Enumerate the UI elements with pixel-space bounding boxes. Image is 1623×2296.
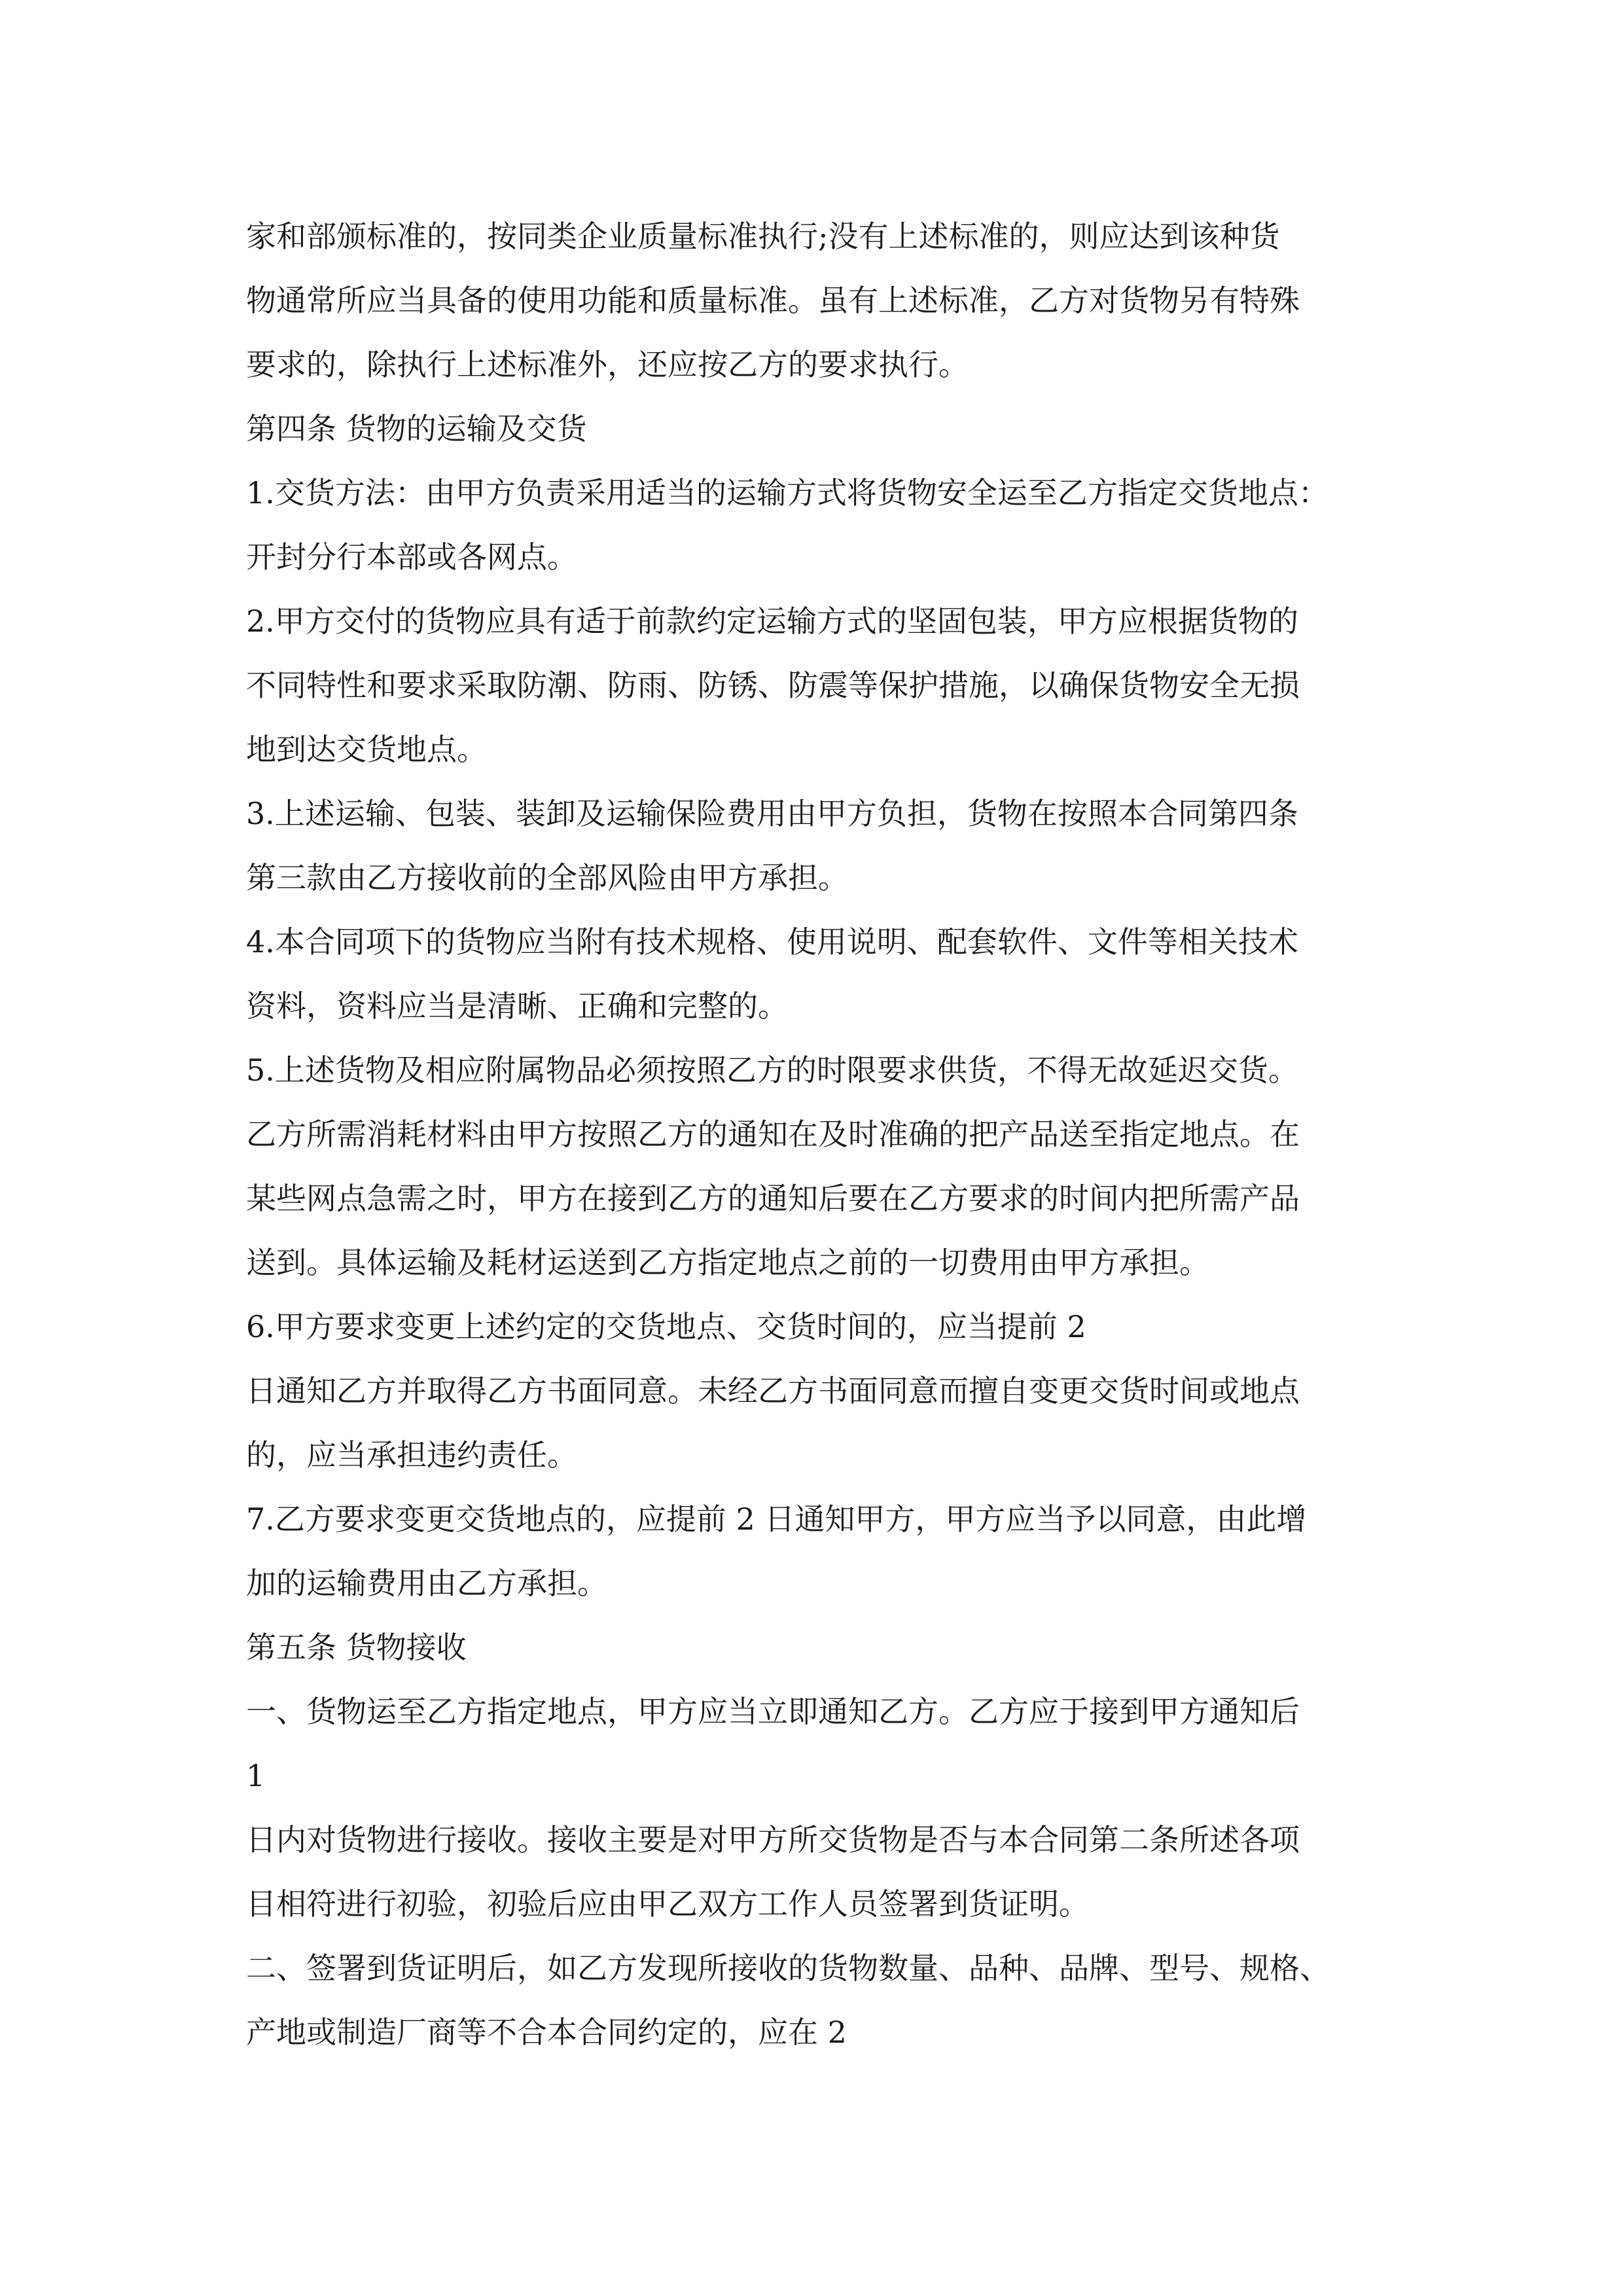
text-line: 乙方所需消耗材料由甲方按照乙方的通知在及时准确的把产品送至指定地点。在 bbox=[246, 1117, 1300, 1152]
text-line: 二、签署到货证明后，如乙方发现所接收的货物数量、品种、品牌、型号、规格、 bbox=[246, 1950, 1330, 1986]
text-line: 4.本合同项下的货物应当附有技术规格、使用说明、配套软件、文件等相关技术 bbox=[246, 924, 1298, 960]
contract-text-body bbox=[246, 204, 1398, 2064]
text-line: 地到达交货地点。 bbox=[246, 732, 487, 767]
text-line: 3.上述运输、包装、装卸及运输保险费用由甲方负担，货物在按照本合同第四条 bbox=[246, 796, 1298, 831]
text-line: 送到。具体运输及耗材运送到乙方指定地点之前的一切费用由甲方承担。 bbox=[246, 1245, 1209, 1280]
text-line: 要求的，除执行上述标准外，还应按乙方的要求执行。 bbox=[246, 347, 969, 382]
text-line: 第五条 货物接收 bbox=[246, 1630, 467, 1665]
text-line: 1 bbox=[246, 1758, 266, 1793]
text-line: 日内对货物进行接收。接收主要是对甲方所交货物是否与本合同第二条所述各项 bbox=[246, 1822, 1300, 1857]
text-line: 第四条 货物的运输及交货 bbox=[246, 411, 587, 446]
text-line: 2.甲方交付的货物应具有适于前款约定运输方式的坚固包装，甲方应根据货物的 bbox=[246, 603, 1298, 639]
text-line: 6.甲方要求变更上述约定的交货地点、交货时间的，应当提前 2 bbox=[246, 1309, 1086, 1344]
text-line: 开封分行本部或各网点。 bbox=[246, 539, 577, 575]
text-line: 物通常所应当具备的使用功能和质量标准。虽有上述标准，乙方对货物另有特殊 bbox=[246, 283, 1300, 318]
text-line: 第三款由乙方接收前的全部风险由甲方承担。 bbox=[246, 860, 848, 895]
text-line: 一、货物运至乙方指定地点，甲方应当立即通知乙方。乙方应于接到甲方通知后 bbox=[246, 1694, 1300, 1729]
text-line: 7.乙方要求变更交货地点的，应提前 2 日通知甲方，甲方应当予以同意，由此增 bbox=[246, 1501, 1307, 1537]
text-line: 某些网点急需之时，甲方在接到乙方的通知后要在乙方要求的时间内把所需产品 bbox=[246, 1181, 1300, 1216]
text-line: 5.上述货物及相应附属物品必须按照乙方的时限要求供货，不得无故延迟交货。 bbox=[246, 1052, 1298, 1088]
text-line: 产地或制造厂商等不合本合同约定的，应在 2 bbox=[246, 2015, 847, 2050]
text-line: 目相符进行初验，初验后应由甲乙双方工作人员签署到货证明。 bbox=[246, 1886, 1089, 1922]
text-line: 1.交货方法：由甲方负责采用适当的运输方式将货物安全运至乙方指定交货地点： bbox=[246, 475, 1329, 511]
text-line: 加的运输费用由乙方承担。 bbox=[246, 1566, 607, 1601]
text-line: 家和部颁标准的，按同类企业质量标准执行;没有上述标准的，则应达到该种货 bbox=[246, 219, 1280, 254]
text-line: 不同特性和要求采取防潮、防雨、防锈、防震等保护措施，以确保货物安全无损 bbox=[246, 668, 1300, 703]
text-line: 资料，资料应当是清晰、正确和完整的。 bbox=[246, 988, 788, 1024]
text-line: 日通知乙方并取得乙方书面同意。未经乙方书面同意而擅自变更交货时间或地点 bbox=[246, 1373, 1300, 1408]
text-line: 的，应当承担违约责任。 bbox=[246, 1437, 577, 1473]
